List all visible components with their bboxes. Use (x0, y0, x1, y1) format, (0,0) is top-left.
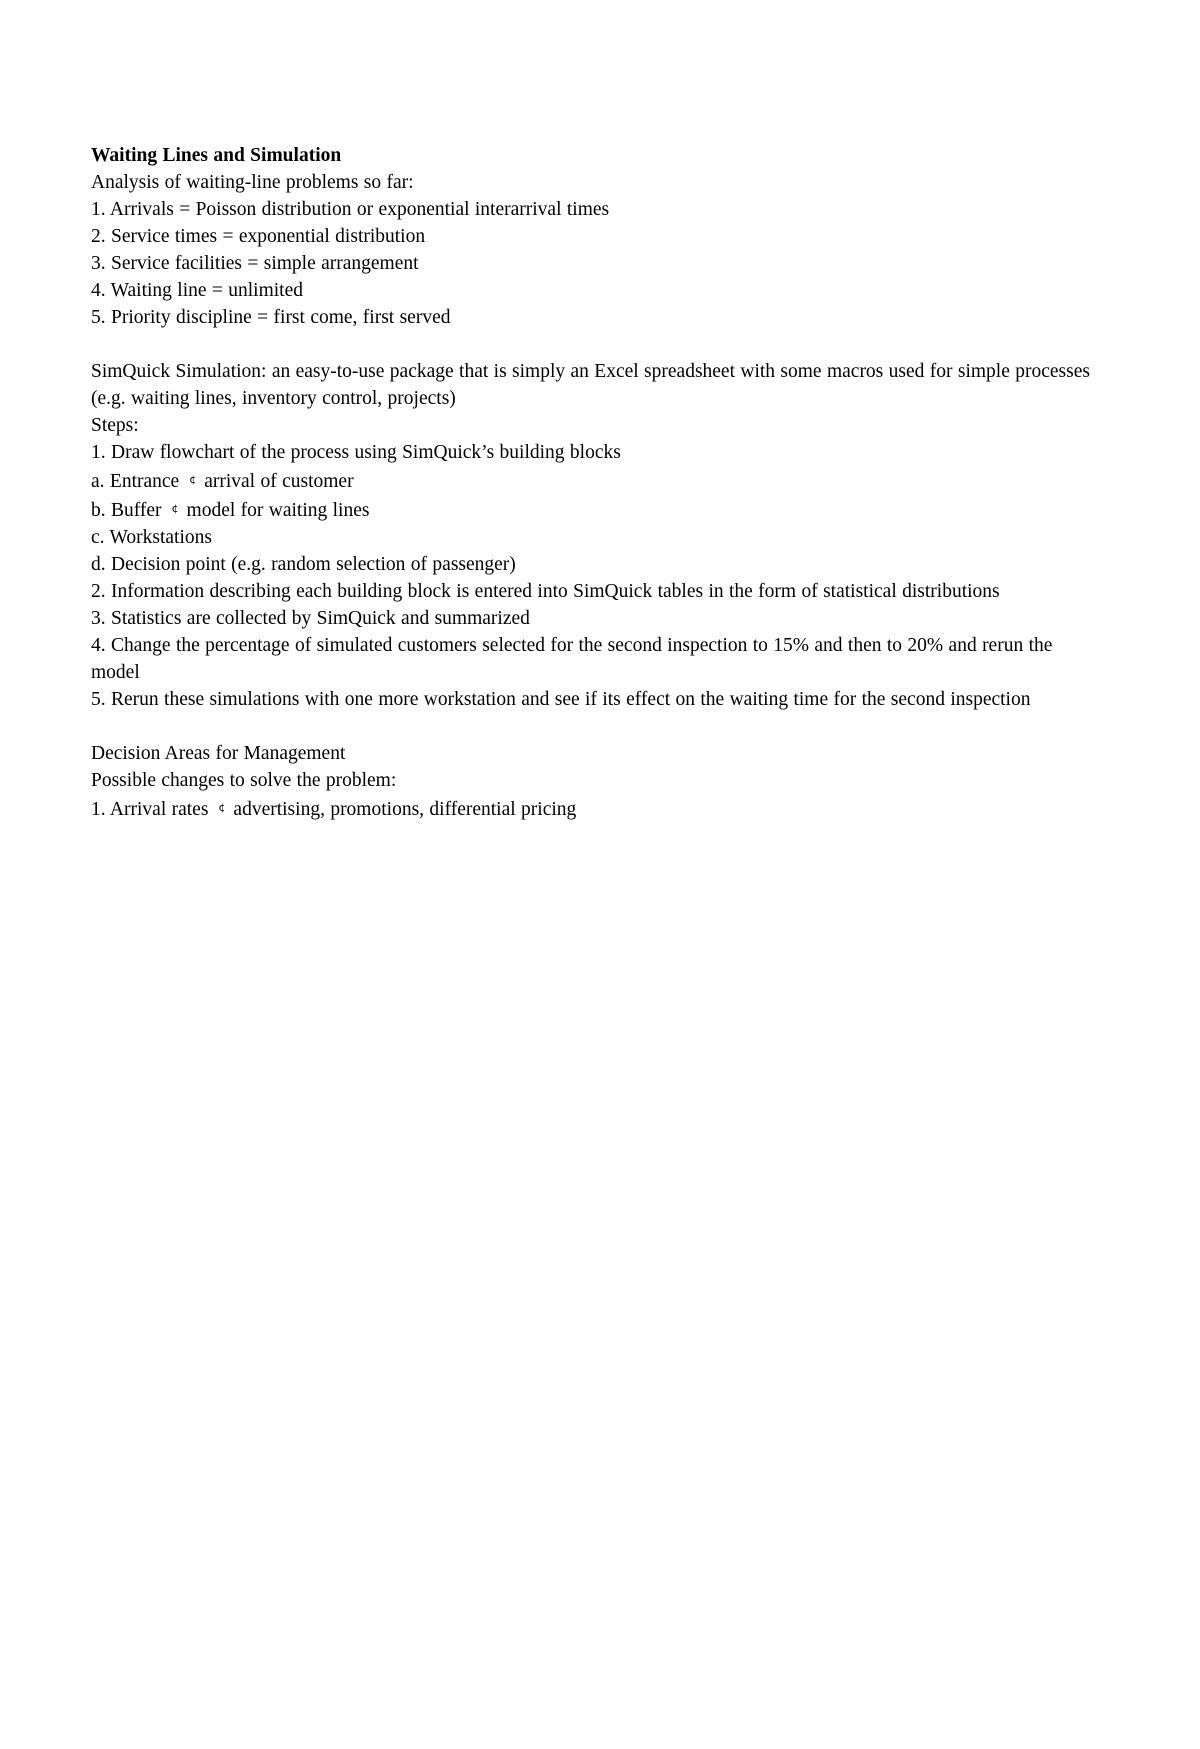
step-4: 4. Change the percentage of simulated customers selected for the second inspection to 15% and then to 20% and rerun the model (91, 635, 1053, 683)
step-2: 2. Information describing each building block is entered into SimQuick tables in the form of statistical distributions (91, 581, 1000, 602)
sub-item-a-text: arrival of customer (204, 471, 354, 492)
section3-item-1-text: advertising, promotions, differential pricing (233, 799, 577, 820)
paragraph-gap (91, 331, 1091, 358)
sub-item-b-label: b. Buffer (91, 500, 162, 521)
paragraph-gap (91, 713, 1091, 740)
list-item: 3. Service facilities = simple arrangement (91, 253, 419, 274)
section3-item-1-label: 1. Arrival rates (91, 799, 209, 820)
sub-item-c: c. Workstations (91, 527, 212, 548)
document-title: Waiting Lines and Simulation (91, 145, 342, 166)
document-page (91, 142, 1091, 823)
section2-intro: SimQuick Simulation: an easy-to-use package that is simply an Excel spreadsheet with some macros used for simple processes (e.g. waiting lines, inventory control, projects) (91, 361, 1090, 409)
list-item: 2. Service times = exponential distribution (91, 226, 426, 247)
sub-item-a-label: a. Entrance (91, 471, 180, 492)
arrow-symbol-icon: ¢ (218, 801, 226, 814)
step-1: 1. Draw flowchart of the process using SimQuick’s building blocks (91, 442, 621, 463)
steps-label: Steps: (91, 415, 139, 436)
list-item: 4. Waiting line = unlimited (91, 280, 304, 301)
section3-item-1 (91, 794, 1091, 823)
list-item: 1. Arrivals = Poisson distribution or exponential interarrival times (91, 199, 610, 220)
sub-item-b (91, 495, 1091, 524)
step-5: 5. Rerun these simulations with one more workstation and see if its effect on the waiting time for the second inspection (91, 689, 1031, 710)
sub-item-d: d. Decision point (e.g. random selection of passenger) (91, 554, 516, 575)
section3-heading: Decision Areas for Management (91, 743, 346, 764)
sub-item-a (91, 466, 1091, 495)
section3-intro: Possible changes to solve the problem: (91, 770, 397, 791)
sub-item-b-text: model for waiting lines (186, 500, 370, 521)
step-3: 3. Statistics are collected by SimQuick and summarized (91, 608, 530, 629)
list-item: 5. Priority discipline = first come, first served (91, 307, 451, 328)
arrow-symbol-icon: ¢ (171, 502, 179, 515)
section1-intro: Analysis of waiting-line problems so far: (91, 172, 414, 193)
arrow-symbol-icon: ¢ (189, 473, 197, 486)
